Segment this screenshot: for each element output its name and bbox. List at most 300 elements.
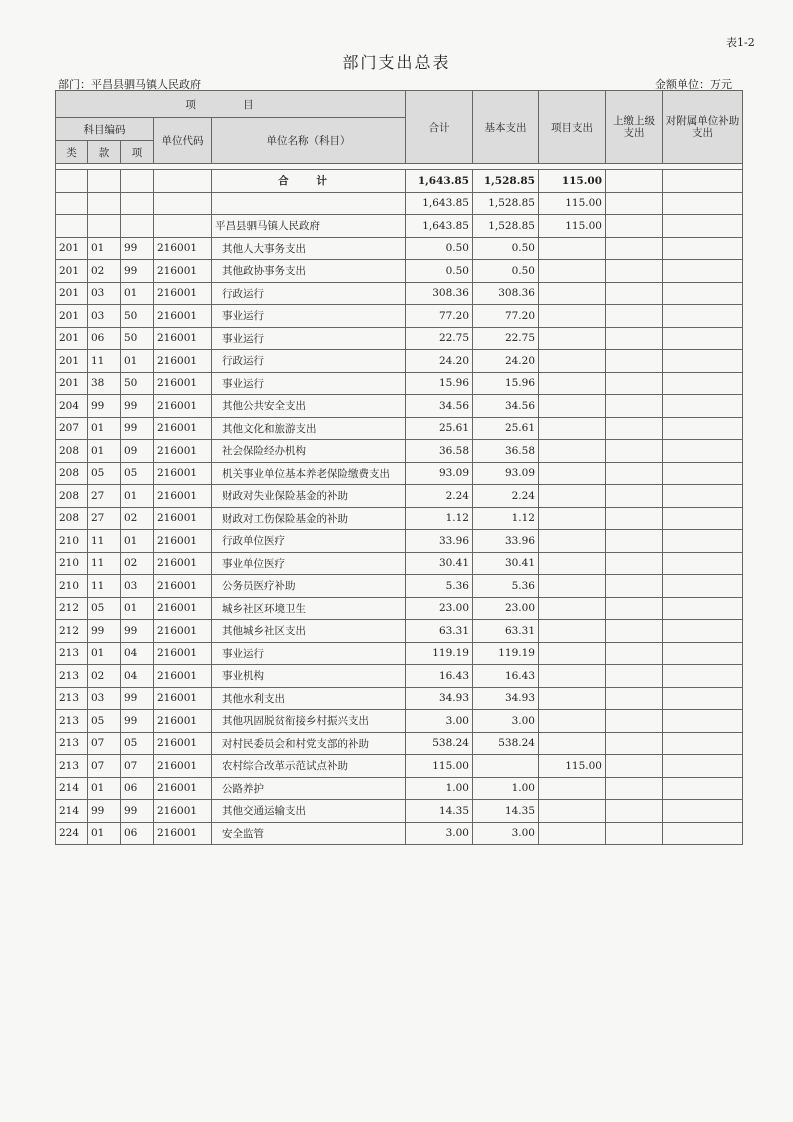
total-cell: 23.00 (406, 597, 473, 620)
basic-cell: 24.20 (473, 350, 539, 373)
header-row-1 (56, 91, 743, 118)
subject-name-cell: 其他文化和旅游支出 (212, 417, 406, 440)
basic-cell: 3.00 (473, 822, 539, 845)
subject-name-cell: 其他水利支出 (212, 687, 406, 710)
total-cell: 0.50 (406, 260, 473, 283)
subsidy-cell (663, 687, 743, 710)
basic-cell: 1.00 (473, 777, 539, 800)
total-amount: 1,643.85 (406, 170, 473, 193)
subject-name-cell: 行政运行 (212, 282, 406, 305)
blank-subtotal-row (56, 192, 743, 215)
lei-cell: 212 (56, 597, 88, 620)
subtotal-project: 115.00 (539, 192, 606, 215)
basic-cell: 16.43 (473, 665, 539, 688)
unit-code-cell: 216001 (154, 800, 212, 823)
total-cell: 3.00 (406, 822, 473, 845)
kuan-cell: 11 (88, 530, 121, 553)
upper-cell (606, 485, 663, 508)
subject-name-cell: 事业单位医疗 (212, 552, 406, 575)
unit-code-cell: 216001 (154, 282, 212, 305)
project-cell (539, 282, 606, 305)
total-cell: 115.00 (406, 755, 473, 778)
project-cell (539, 462, 606, 485)
upper-cell (606, 755, 663, 778)
basic-cell: 93.09 (473, 462, 539, 485)
total-label: 合 计 (212, 170, 406, 193)
table-row (56, 485, 743, 508)
kuan-cell: 05 (88, 597, 121, 620)
header-items: 项 目 (56, 91, 406, 118)
table-row (56, 350, 743, 373)
subsidy-cell (663, 665, 743, 688)
kuan-cell: 02 (88, 665, 121, 688)
xiang-cell: 06 (121, 822, 154, 845)
project-cell (539, 597, 606, 620)
unit-project: 115.00 (539, 215, 606, 238)
lei-cell: 210 (56, 552, 88, 575)
subject-name-cell: 安全监管 (212, 822, 406, 845)
total-cell: 1.12 (406, 507, 473, 530)
total-cell: 538.24 (406, 732, 473, 755)
unit-name: 平昌县驷马镇人民政府 (212, 215, 406, 238)
total-cell: 36.58 (406, 440, 473, 463)
xiang-cell: 99 (121, 417, 154, 440)
project-cell (539, 327, 606, 350)
lei-cell: 201 (56, 305, 88, 328)
table-row (56, 800, 743, 823)
basic-cell: 15.96 (473, 372, 539, 395)
basic-cell: 3.00 (473, 710, 539, 733)
upper-cell (606, 665, 663, 688)
unit-code-cell: 216001 (154, 642, 212, 665)
table-row (56, 417, 743, 440)
unit-code-cell: 216001 (154, 260, 212, 283)
project-cell (539, 260, 606, 283)
xiang-cell: 01 (121, 282, 154, 305)
kuan-cell: 01 (88, 440, 121, 463)
subject-name-cell: 行政单位医疗 (212, 530, 406, 553)
total-cell: 3.00 (406, 710, 473, 733)
basic-cell: 538.24 (473, 732, 539, 755)
total-cell: 14.35 (406, 800, 473, 823)
header-kuan: 款 (88, 141, 121, 164)
subsidy-cell (663, 237, 743, 260)
upper-cell (606, 575, 663, 598)
subject-name-cell: 其他公共安全支出 (212, 395, 406, 418)
project-cell (539, 507, 606, 530)
basic-cell: 33.96 (473, 530, 539, 553)
basic-cell (473, 755, 539, 778)
subject-name-cell: 事业运行 (212, 642, 406, 665)
subject-name-cell: 事业运行 (212, 305, 406, 328)
subject-name-cell: 其他巩固脱贫衔接乡村振兴支出 (212, 710, 406, 733)
upper-cell (606, 350, 663, 373)
upper-cell (606, 440, 663, 463)
subject-name-cell: 其他交通运输支出 (212, 800, 406, 823)
total-cell: 24.20 (406, 350, 473, 373)
project-cell (539, 642, 606, 665)
project-cell (539, 350, 606, 373)
unit-code-cell: 216001 (154, 597, 212, 620)
subject-name-cell: 事业运行 (212, 372, 406, 395)
project-cell (539, 710, 606, 733)
kuan-cell: 01 (88, 777, 121, 800)
basic-cell: 119.19 (473, 642, 539, 665)
xiang-cell: 02 (121, 507, 154, 530)
kuan-cell: 38 (88, 372, 121, 395)
subsidy-cell (663, 350, 743, 373)
kuan-cell: 05 (88, 710, 121, 733)
subsidy-cell (663, 710, 743, 733)
header-subsidy: 对附属单位补助支出 (663, 91, 743, 164)
xiang-cell: 01 (121, 530, 154, 553)
kuan-cell: 01 (88, 822, 121, 845)
lei-cell: 224 (56, 822, 88, 845)
upper-cell (606, 552, 663, 575)
project-cell (539, 237, 606, 260)
lei-cell: 208 (56, 440, 88, 463)
project-cell (539, 777, 606, 800)
subtotal-basic: 1,528.85 (473, 192, 539, 215)
total-cell: 22.75 (406, 327, 473, 350)
upper-cell (606, 237, 663, 260)
subsidy-cell (663, 642, 743, 665)
subsidy-cell (663, 282, 743, 305)
project-cell (539, 687, 606, 710)
unit-code-cell: 216001 (154, 665, 212, 688)
upper-cell (606, 417, 663, 440)
table-row (56, 305, 743, 328)
basic-cell: 22.75 (473, 327, 539, 350)
kuan-cell: 02 (88, 260, 121, 283)
subsidy-cell (663, 327, 743, 350)
lei-cell: 207 (56, 417, 88, 440)
project-cell (539, 620, 606, 643)
basic-cell: 25.61 (473, 417, 539, 440)
upper-cell (606, 597, 663, 620)
xiang-cell: 04 (121, 665, 154, 688)
unit-code-cell: 216001 (154, 462, 212, 485)
subject-name-cell: 对村民委员会和村党支部的补助 (212, 732, 406, 755)
xiang-cell: 99 (121, 260, 154, 283)
upper-cell (606, 260, 663, 283)
unit-code-cell: 216001 (154, 327, 212, 350)
lei-cell: 213 (56, 732, 88, 755)
xiang-cell: 05 (121, 732, 154, 755)
unit-code-cell: 216001 (154, 732, 212, 755)
subtotal-amount: 1,643.85 (406, 192, 473, 215)
xiang-cell: 99 (121, 395, 154, 418)
subject-name-cell: 行政运行 (212, 350, 406, 373)
total-cell: 30.41 (406, 552, 473, 575)
total-cell: 5.36 (406, 575, 473, 598)
table-row (56, 462, 743, 485)
table-row (56, 237, 743, 260)
total-cell: 1.00 (406, 777, 473, 800)
lei-cell: 213 (56, 710, 88, 733)
table-row (56, 327, 743, 350)
total-cell: 63.31 (406, 620, 473, 643)
lei-cell: 210 (56, 530, 88, 553)
upper-cell (606, 282, 663, 305)
project-cell: 115.00 (539, 755, 606, 778)
xiang-cell: 09 (121, 440, 154, 463)
project-cell (539, 417, 606, 440)
subsidy-cell (663, 620, 743, 643)
xiang-cell: 07 (121, 755, 154, 778)
xiang-cell: 50 (121, 305, 154, 328)
subsidy-cell (663, 530, 743, 553)
upper-cell (606, 395, 663, 418)
basic-cell: 63.31 (473, 620, 539, 643)
table-row (56, 777, 743, 800)
lei-cell: 213 (56, 665, 88, 688)
lei-cell: 201 (56, 327, 88, 350)
project-cell (539, 822, 606, 845)
project-cell (539, 552, 606, 575)
unit-code-cell: 216001 (154, 575, 212, 598)
table-row (56, 755, 743, 778)
table-row (56, 642, 743, 665)
unit-row (56, 215, 743, 238)
basic-cell: 36.58 (473, 440, 539, 463)
total-cell: 16.43 (406, 665, 473, 688)
basic-cell: 77.20 (473, 305, 539, 328)
project-cell (539, 732, 606, 755)
xiang-cell: 05 (121, 462, 154, 485)
subsidy-cell (663, 755, 743, 778)
unit-code-cell: 216001 (154, 755, 212, 778)
header-xiang: 项 (121, 141, 154, 164)
xiang-cell: 99 (121, 237, 154, 260)
total-row (56, 170, 743, 193)
kuan-cell: 99 (88, 800, 121, 823)
total-cell: 0.50 (406, 237, 473, 260)
upper-cell (606, 642, 663, 665)
xiang-cell: 50 (121, 372, 154, 395)
xiang-cell: 01 (121, 597, 154, 620)
upper-cell (606, 800, 663, 823)
upper-cell (606, 777, 663, 800)
unit-code-cell: 216001 (154, 372, 212, 395)
upper-cell (606, 732, 663, 755)
header-lei: 类 (56, 141, 88, 164)
unit-basic: 1,528.85 (473, 215, 539, 238)
total-cell: 34.93 (406, 687, 473, 710)
table-row (56, 395, 743, 418)
lei-cell: 204 (56, 395, 88, 418)
upper-cell (606, 530, 663, 553)
kuan-cell: 99 (88, 395, 121, 418)
lei-cell: 201 (56, 260, 88, 283)
kuan-cell: 06 (88, 327, 121, 350)
table-row (56, 575, 743, 598)
subsidy-cell (663, 395, 743, 418)
table-row (56, 440, 743, 463)
subsidy-cell (663, 800, 743, 823)
page-title: 部门支出总表 (342, 53, 451, 72)
subject-name-cell: 城乡社区环境卫生 (212, 597, 406, 620)
lei-cell: 201 (56, 350, 88, 373)
basic-cell: 30.41 (473, 552, 539, 575)
subject-name-cell: 公务员医疗补助 (212, 575, 406, 598)
subsidy-cell (663, 305, 743, 328)
table-row (56, 372, 743, 395)
subject-name-cell: 其他城乡社区支出 (212, 620, 406, 643)
upper-cell (606, 620, 663, 643)
lei-cell: 208 (56, 485, 88, 508)
basic-cell: 5.36 (473, 575, 539, 598)
kuan-cell: 03 (88, 282, 121, 305)
header-total: 合计 (406, 91, 473, 164)
basic-cell: 0.50 (473, 260, 539, 283)
project-cell (539, 485, 606, 508)
kuan-cell: 03 (88, 687, 121, 710)
total-cell: 93.09 (406, 462, 473, 485)
project-cell (539, 305, 606, 328)
subject-name-cell: 农村综合改革示范试点补助 (212, 755, 406, 778)
kuan-cell: 01 (88, 417, 121, 440)
basic-cell: 14.35 (473, 800, 539, 823)
unit-code-cell: 216001 (154, 417, 212, 440)
basic-cell: 34.56 (473, 395, 539, 418)
table-row (56, 530, 743, 553)
kuan-cell: 27 (88, 507, 121, 530)
subsidy-cell (663, 485, 743, 508)
upper-cell (606, 327, 663, 350)
table-row (56, 597, 743, 620)
xiang-cell: 03 (121, 575, 154, 598)
xiang-cell: 50 (121, 327, 154, 350)
basic-cell: 308.36 (473, 282, 539, 305)
total-cell: 2.24 (406, 485, 473, 508)
subject-name-cell: 公路养护 (212, 777, 406, 800)
header-basic: 基本支出 (473, 91, 539, 164)
unit-total: 1,643.85 (406, 215, 473, 238)
project-cell (539, 530, 606, 553)
table-row (56, 507, 743, 530)
xiang-cell: 02 (121, 552, 154, 575)
subsidy-cell (663, 440, 743, 463)
total-basic: 1,528.85 (473, 170, 539, 193)
kuan-cell: 01 (88, 237, 121, 260)
lei-cell: 213 (56, 642, 88, 665)
upper-cell (606, 462, 663, 485)
subsidy-cell (663, 372, 743, 395)
subsidy-cell (663, 575, 743, 598)
kuan-cell: 05 (88, 462, 121, 485)
kuan-cell: 07 (88, 755, 121, 778)
xiang-cell: 01 (121, 350, 154, 373)
unit-code-cell: 216001 (154, 507, 212, 530)
page-number: 表1-2 (726, 36, 755, 49)
total-cell: 77.20 (406, 305, 473, 328)
amount-unit-label: 金额单位：万元 (655, 78, 732, 91)
expenditure-table (55, 90, 743, 845)
basic-cell: 1.12 (473, 507, 539, 530)
upper-cell (606, 687, 663, 710)
upper-cell (606, 507, 663, 530)
basic-cell: 23.00 (473, 597, 539, 620)
xiang-cell: 99 (121, 710, 154, 733)
subject-name-cell: 其他政协事务支出 (212, 260, 406, 283)
xiang-cell: 99 (121, 687, 154, 710)
subsidy-cell (663, 462, 743, 485)
lei-cell: 213 (56, 687, 88, 710)
lei-cell: 208 (56, 507, 88, 530)
subsidy-cell (663, 552, 743, 575)
subsidy-cell (663, 732, 743, 755)
subsidy-cell (663, 260, 743, 283)
subject-name-cell: 社会保险经办机构 (212, 440, 406, 463)
project-cell (539, 800, 606, 823)
upper-cell (606, 372, 663, 395)
unit-code-cell: 216001 (154, 350, 212, 373)
subsidy-cell (663, 777, 743, 800)
subsidy-cell (663, 822, 743, 845)
kuan-cell: 03 (88, 305, 121, 328)
subject-name-cell: 事业机构 (212, 665, 406, 688)
unit-code-cell: 216001 (154, 237, 212, 260)
basic-cell: 34.93 (473, 687, 539, 710)
kuan-cell: 27 (88, 485, 121, 508)
table-row (56, 822, 743, 845)
project-cell (539, 575, 606, 598)
total-cell: 33.96 (406, 530, 473, 553)
unit-code-cell: 216001 (154, 687, 212, 710)
subsidy-cell (663, 597, 743, 620)
subsidy-cell (663, 417, 743, 440)
total-cell: 308.36 (406, 282, 473, 305)
xiang-cell: 99 (121, 620, 154, 643)
kuan-cell: 11 (88, 552, 121, 575)
upper-cell (606, 822, 663, 845)
total-project: 115.00 (539, 170, 606, 193)
basic-cell: 2.24 (473, 485, 539, 508)
project-cell (539, 440, 606, 463)
upper-cell (606, 710, 663, 733)
header-subject-code: 科目编码 (56, 118, 154, 141)
lei-cell: 201 (56, 372, 88, 395)
table-row (56, 282, 743, 305)
unit-code-cell: 216001 (154, 395, 212, 418)
kuan-cell: 01 (88, 642, 121, 665)
lei-cell: 212 (56, 620, 88, 643)
project-cell (539, 395, 606, 418)
table-row (56, 620, 743, 643)
table-row (56, 732, 743, 755)
lei-cell: 214 (56, 800, 88, 823)
table-row (56, 710, 743, 733)
unit-code-cell: 216001 (154, 777, 212, 800)
total-cell: 25.61 (406, 417, 473, 440)
xiang-cell: 99 (121, 800, 154, 823)
header-project: 项目支出 (539, 91, 606, 164)
subsidy-cell (663, 507, 743, 530)
unit-code-cell: 216001 (154, 822, 212, 845)
table-row (56, 687, 743, 710)
project-cell (539, 665, 606, 688)
kuan-cell: 99 (88, 620, 121, 643)
upper-cell (606, 305, 663, 328)
unit-code-cell: 216001 (154, 710, 212, 733)
unit-code-cell: 216001 (154, 305, 212, 328)
unit-code-cell: 216001 (154, 552, 212, 575)
table-row (56, 552, 743, 575)
subject-name-cell: 其他人大事务支出 (212, 237, 406, 260)
total-cell: 15.96 (406, 372, 473, 395)
project-cell (539, 372, 606, 395)
